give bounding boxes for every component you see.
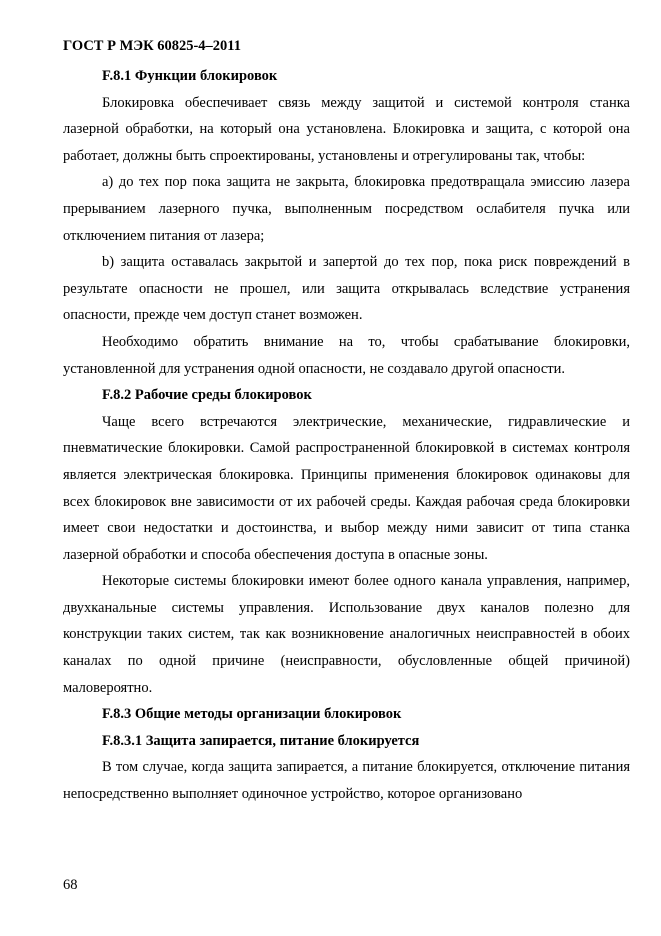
list-item-a: a) до тех пор пока защита не закрыта, блокировка предотвращала эмиссию лазера прерыванием лазерного пучка, выполненным посредством ослабителя пучка или отключением питания от лазера; (63, 174, 630, 244)
standard-code-header: ГОСТ Р МЭК 60825-4–2011 (63, 38, 242, 54)
section-heading-f831: F.8.3.1 Защита запирается, питание блокируется (102, 732, 420, 749)
document-body (63, 63, 630, 808)
paragraph-dual-channel: Некоторые системы блокировки имеют более одного канала управления, например, двухканальные системы управления. Использование двух каналов полезно для конструкции таких систем, так как возникновение аналогичных неисправностей в обоих каналах по одной причине (неисправности, обусловленные общей причиной) маловероятно. (63, 573, 630, 696)
paragraph-attention-note: Необходимо обратить внимание на то, чтобы срабатывание блокировки, установленной для устранения одной опасности, не создавало другой опасности. (63, 333, 630, 377)
paragraph-guard-locked: В том случае, когда защита запирается, а питание блокируется, отключение питания непосредственно выполняет одиночное устройство, которое организовано (63, 759, 630, 803)
section-heading-f81: F.8.1 Функции блокировок (102, 68, 278, 84)
list-item-b: b) защита оставалась закрытой и запертой до тех пор, пока риск повреждений в результате опасности не прошел, или защита открывалась вследствие устранения опасности, прежде чем доступ станет возможен. (63, 254, 630, 324)
paragraph-interlock-purpose: Блокировка обеспечивает связь между защитой и системой контроля станка лазерной обработки, на который она установлена. Блокировка и защита, с которой она работает, должны быть спроектированы, установлены и отрегулированы так, чтобы: (63, 94, 630, 164)
page-number: 68 (63, 877, 78, 893)
section-heading-f82: F.8.2 Рабочие среды блокировок (102, 387, 312, 404)
section-heading-f83: F.8.3 Общие методы организации блокировок (102, 706, 402, 723)
paragraph-interlock-media: Чаще всего встречаются электрические, механические, гидравлические и пневматические блокировки. Самой распространенной блокировкой в системах контроля является электрическая блокировка. Принципы применения блокировок одинаковы для всех блокировок вне зависимости от их рабочей среды. Каждая рабочая среда блокировки имеет свои недостатки и достоинства, и выбор между ними зависит от типа станка лазерной обработки и способа обеспечения доступа в опасные зоны. (63, 413, 630, 563)
